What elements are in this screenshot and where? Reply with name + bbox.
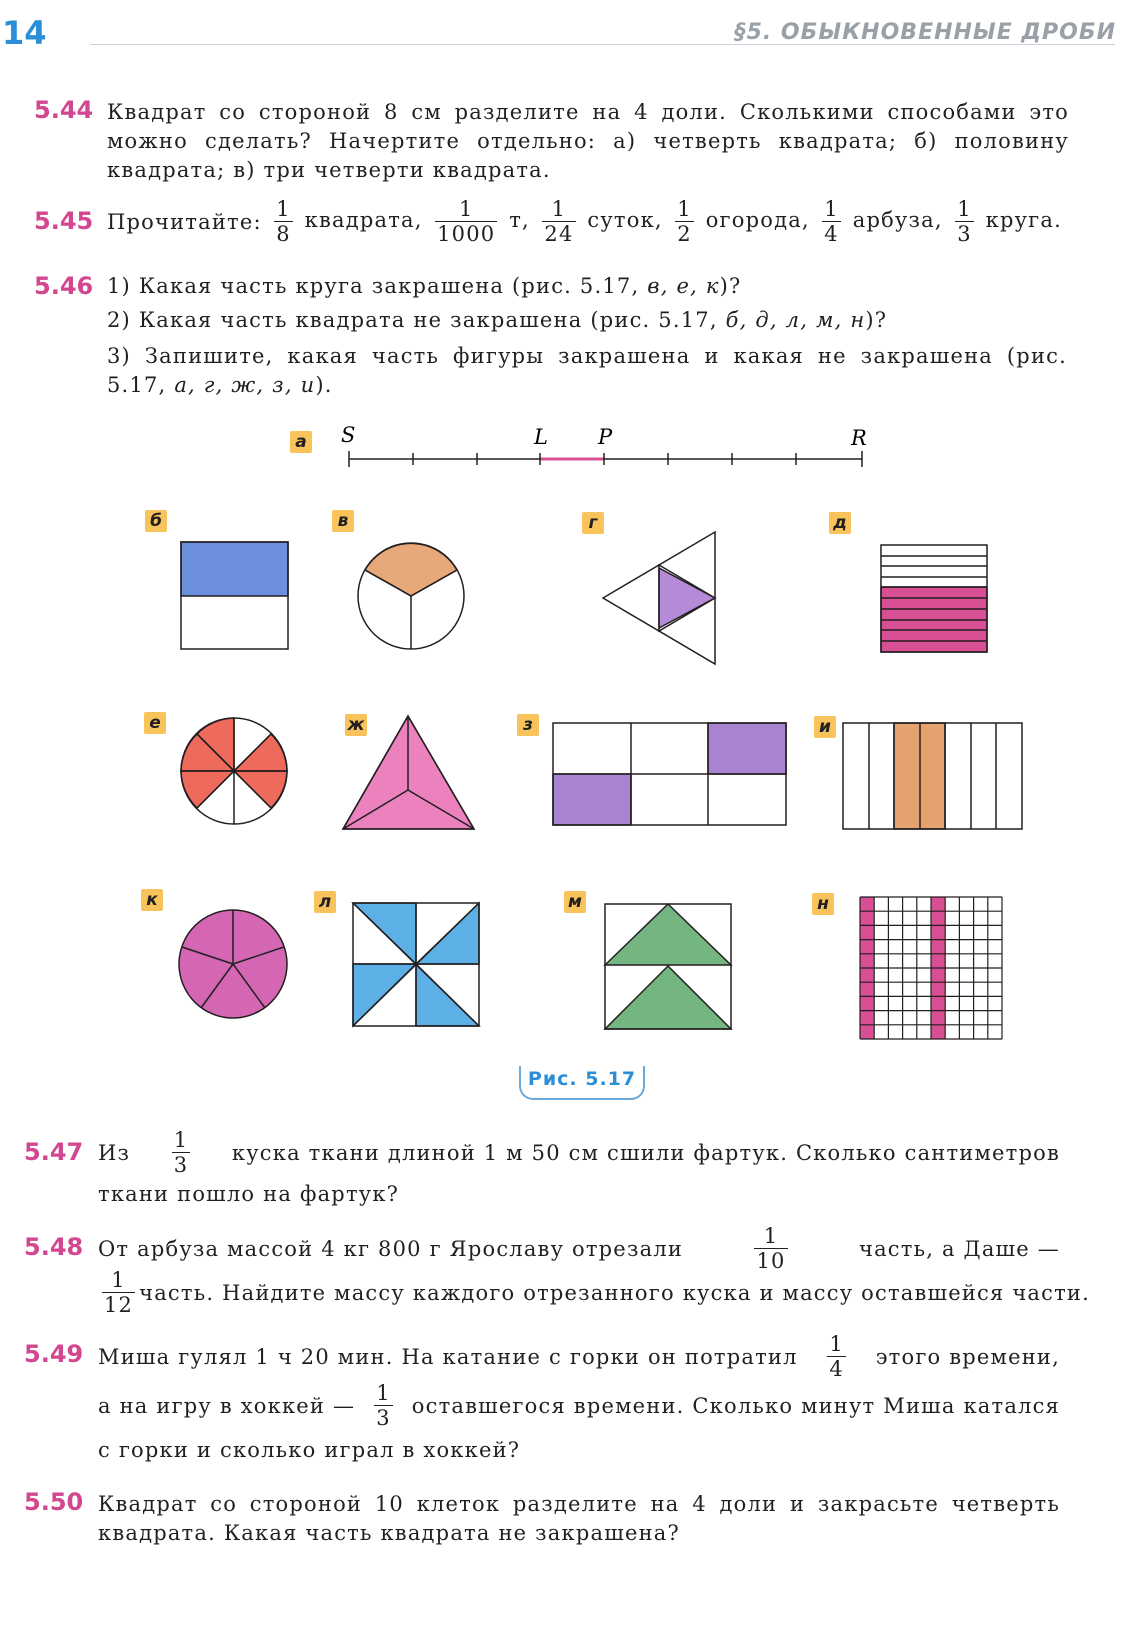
fraction-item: $\frac{1}{8}$ квадрата, (276, 197, 423, 246)
fraction-item: $\frac{1}{2}$ огорода, (677, 197, 810, 246)
problem-text-line: а на игру в хоккей — $\frac{1}{3}$ оставшегося времени. Сколько минут Миша катался (98, 1381, 1060, 1430)
figure-label: н (812, 893, 834, 915)
figure-zh-triangle (343, 716, 474, 829)
figure-label: е (144, 712, 166, 734)
question-2: 2) Какая часть квадрата не закрашена (рис. 5.17, б, д, л, м, н)? (107, 308, 888, 332)
figure-label: г (582, 512, 604, 534)
problem-number: 5.45 (34, 207, 94, 235)
figure-label: м (564, 891, 586, 913)
problem-text: Из $\frac{1}{3}$ куска ткани длиной 1 м 50 см сшили фартук. Сколько сантиметров (98, 1128, 1060, 1177)
point-label-l: L (534, 425, 548, 449)
figure-i-columns (843, 723, 1022, 829)
figure-k-circle (179, 910, 287, 1018)
figure-label: к (141, 889, 163, 911)
figure-l-pinwheel (353, 903, 479, 1026)
problem-number: 5.48 (24, 1233, 84, 1261)
question-1: 1) Какая часть круга закрашена (рис. 5.17, в, е, к)? (107, 274, 742, 298)
figure-v-circle (358, 543, 464, 649)
problem-text-line: $\frac{1}{12}$ часть. Найдите массу каждого отрезанного куска и массу оставшейся части. (104, 1268, 1090, 1317)
fraction-item: $\frac{1}{4}$ арбуза, (824, 197, 943, 246)
figure-label: д (829, 512, 851, 534)
figure-z-grid (553, 723, 786, 825)
figure-label: в (332, 510, 354, 532)
point-label-r: R (851, 426, 867, 450)
problem-text-line: ткани пошло на фартук? (98, 1182, 400, 1206)
fraction: $\frac{1}{12}$ (104, 1268, 134, 1317)
problem-text: Квадрат со стороной 10 клеток разделите на 4 доли и закрасьте четверть квадрата. Какая часть квадрата не закрашена? (98, 1492, 1060, 1545)
problem-number: 5.47 (24, 1138, 84, 1166)
figure-label: а (290, 431, 312, 453)
problem-number: 5.46 (34, 272, 94, 300)
question-3: 3) Запишите, какая часть фигуры закрашена и какая не закрашена (рис. 5.17, а, г, ж, з, и). (107, 344, 1067, 397)
section-title: §5. ОБЫКНОВЕННЫЕ ДРОБИ (734, 20, 1116, 45)
lead-text: Прочитайте: (107, 209, 262, 234)
problem-number: 5.44 (34, 96, 94, 124)
problem-text-line: с горки и сколько играл в хоккей? (98, 1438, 521, 1462)
fraction: $\frac{1}{3}$ (376, 1381, 391, 1430)
problem-text: Квадрат со стороной 8 см разделите на 4 доли. Сколькими способами это можно сделать? Начертите отдельно: а) четверть квадрата; б) половину квадрата; в) три четверти квадрата. (107, 100, 1069, 182)
figure-e-circle (181, 718, 287, 824)
fraction: $\frac{1}{4}$ (829, 1332, 844, 1381)
point-label-p: P (598, 425, 613, 449)
fraction-item: $\frac{1}{24}$ суток, (544, 197, 663, 246)
figure-label: ж (345, 714, 367, 736)
fraction-item: $\frac{1}{3}$ круга. (957, 197, 1062, 246)
figure-label: л (314, 891, 336, 913)
figure-label: и (814, 716, 836, 738)
figure-caption: Рис. 5.17 (519, 1066, 645, 1100)
figure-m-triangles (605, 904, 731, 1029)
point-label-s: S (341, 423, 356, 447)
figure-label: б (145, 510, 167, 532)
problem-text: От арбуза массой 4 кг 800 г Ярославу отрезали $\frac{1}{10}$ часть, а Даше — (98, 1224, 1060, 1273)
figure-b-square (181, 542, 288, 649)
problem-text: Миша гулял 1 ч 20 мин. На катание с горки он потратил $\frac{1}{4}$ этого времени, (98, 1332, 1060, 1381)
fraction: $\frac{1}{3}$ (173, 1128, 189, 1177)
figure-label: з (517, 714, 539, 736)
segment-sr (349, 451, 862, 467)
page-number: 14 (2, 14, 47, 52)
fraction-item: $\frac{1}{1000}$ т, (437, 197, 530, 246)
figure-g-triangle (603, 532, 715, 664)
figure-d-stripes (881, 545, 987, 652)
problem-number: 5.50 (24, 1488, 84, 1516)
fraction: $\frac{1}{10}$ (756, 1224, 786, 1273)
problem-number: 5.49 (24, 1340, 84, 1368)
figure-n-grid (860, 897, 1002, 1039)
